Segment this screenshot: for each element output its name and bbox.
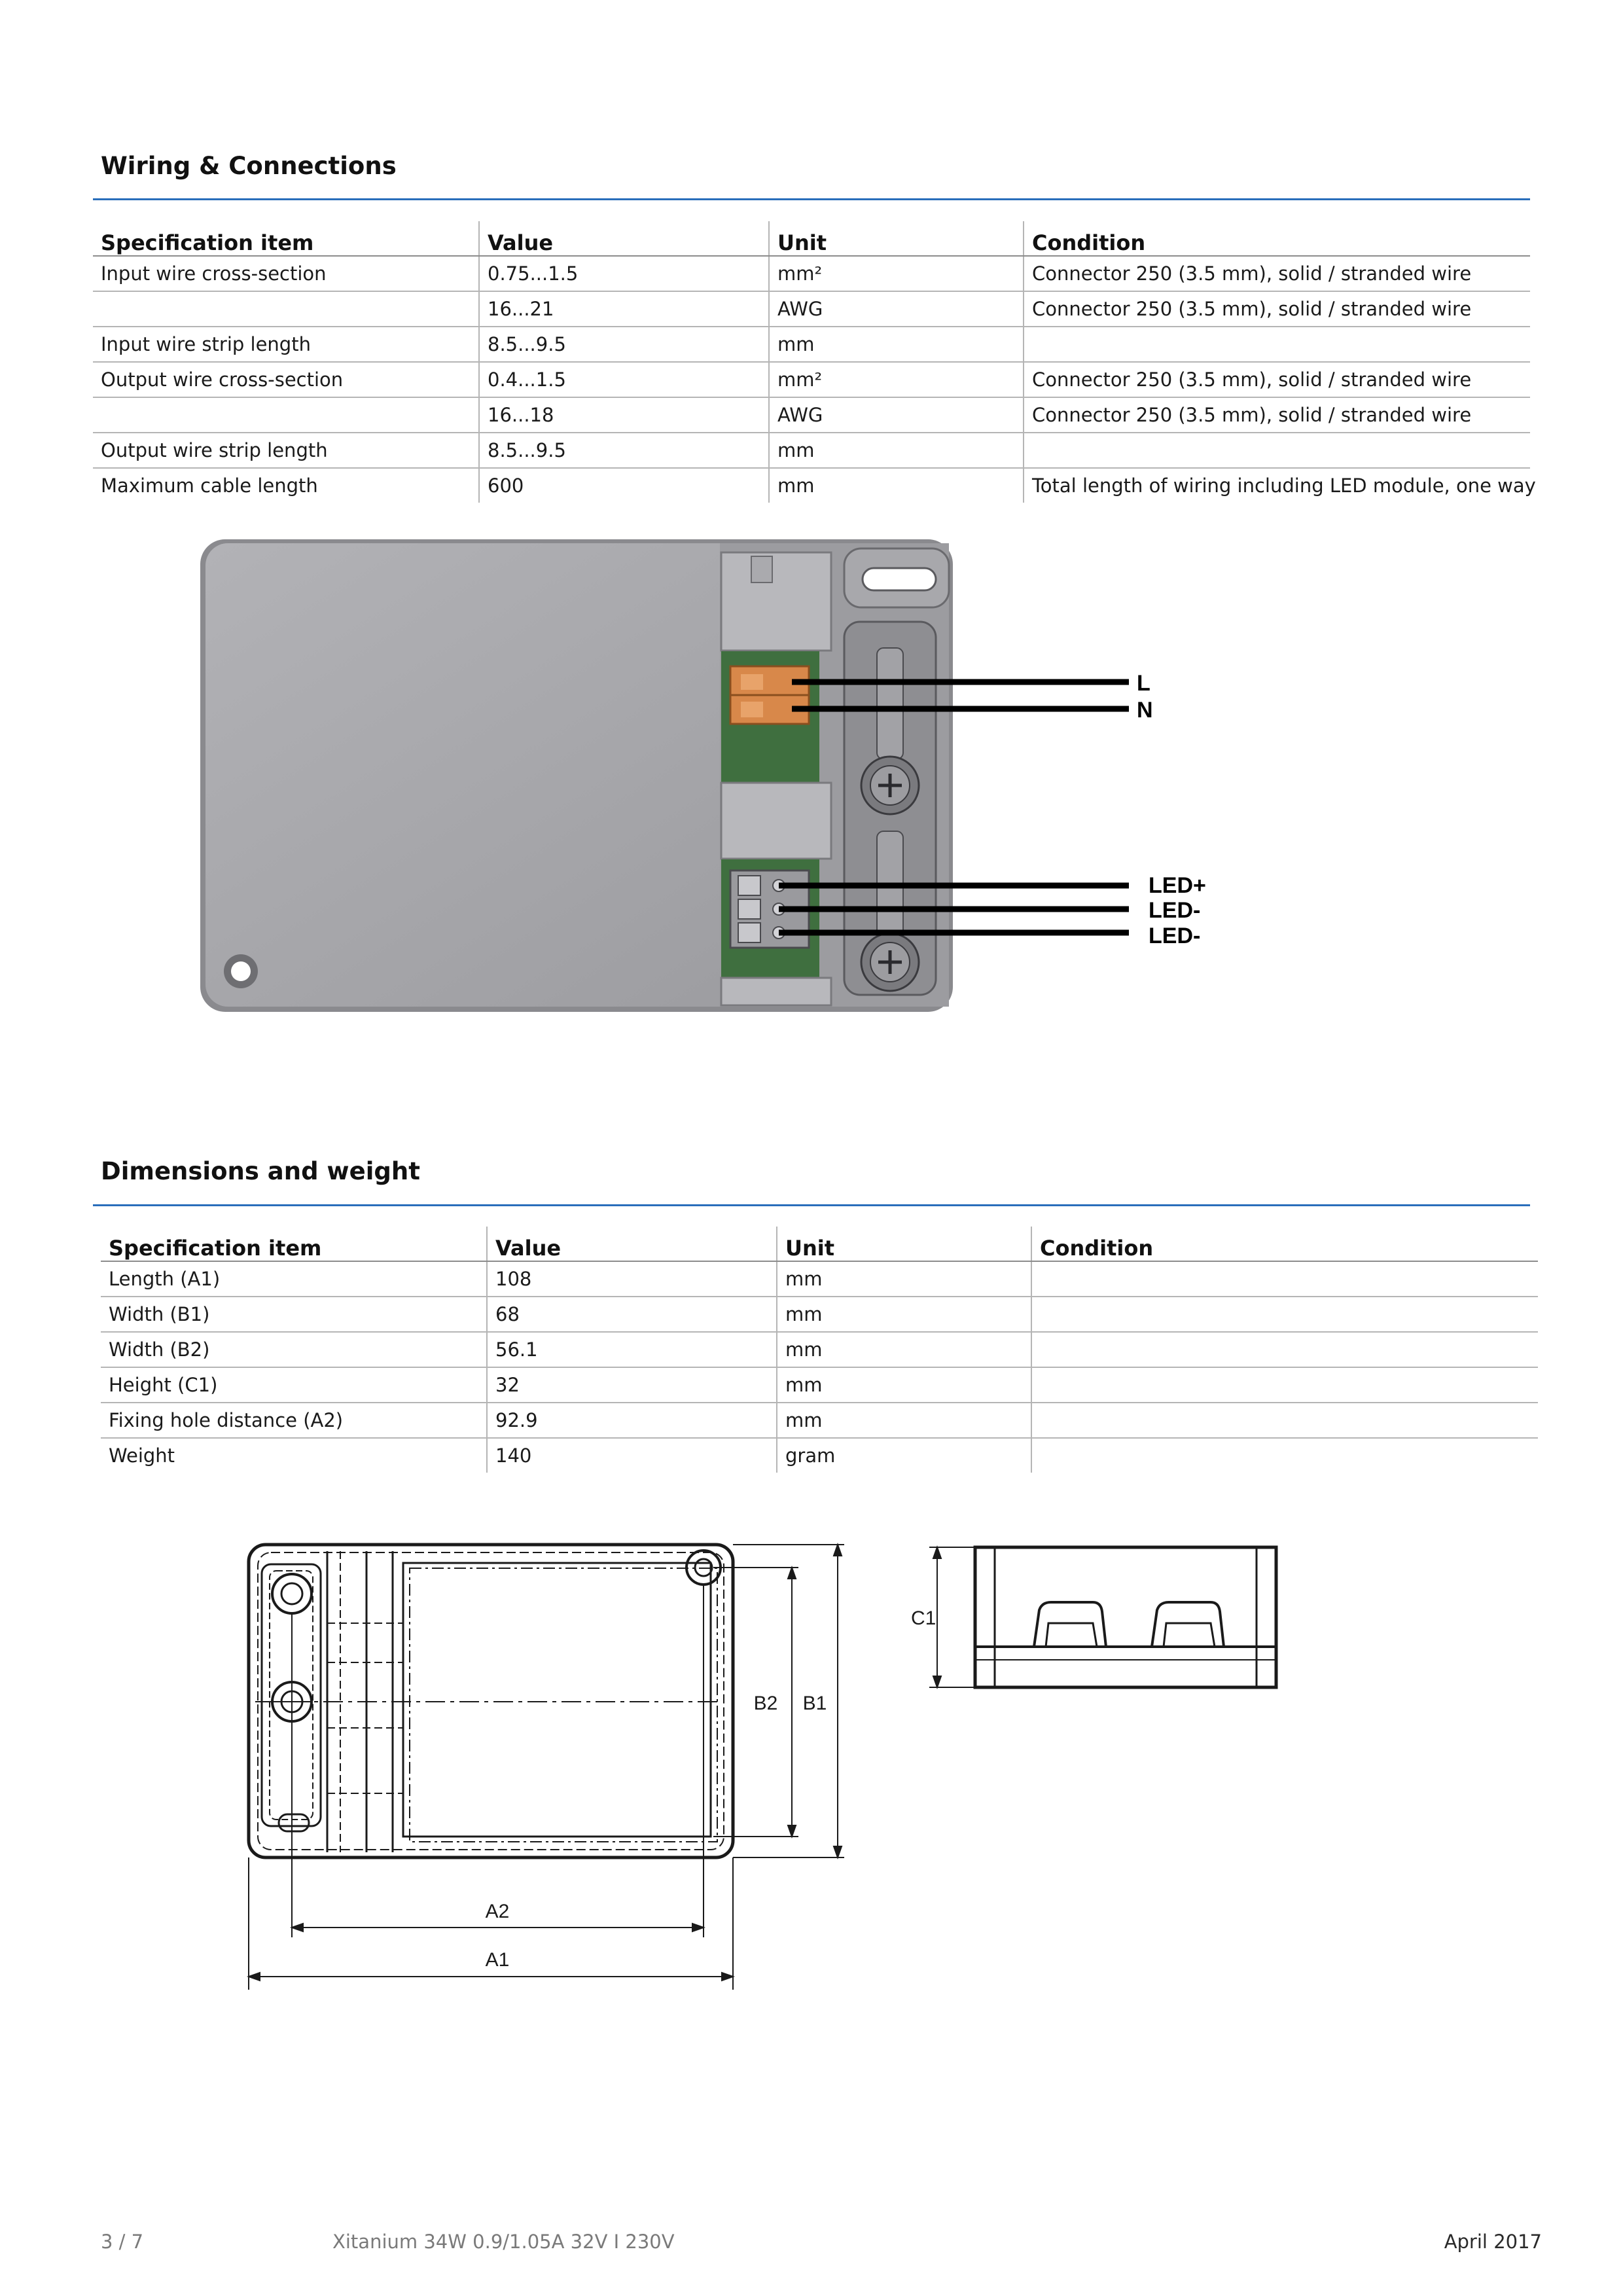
table-row [93,291,1530,327]
footer-date: April 2017 [1444,2231,1542,2253]
table-cell: mm [777,1332,1031,1367]
table-cell: 600 [479,468,769,503]
dimension-drawing-top-view [236,1532,890,2003]
table-cell: Fixing hole distance (A2) [101,1403,487,1438]
table-cell: mm [777,1261,1031,1297]
column-header: Value [479,221,769,256]
wire-label-led-minus-1: LED- [1149,897,1201,923]
dim-label-c1: C1 [911,1607,936,1629]
dimensions-spec-table [101,1227,1538,1473]
dim-label-a1: A1 [485,1949,510,1971]
table-cell: Connector 250 (3.5 mm), solid / stranded wire [1024,291,1530,327]
table-cell [1031,1261,1538,1297]
table-cell: Input wire strip length [93,327,479,362]
table-cell: Connector 250 (3.5 mm), solid / stranded wire [1024,397,1530,433]
upper-strain-relief-clip [877,648,903,759]
table-cell: mm² [769,256,1024,291]
table-cell: 140 [487,1438,777,1473]
table-cell: 56.1 [487,1332,777,1367]
table-cell [1031,1297,1538,1332]
table-cell: 68 [487,1297,777,1332]
table-cell: mm [777,1367,1031,1403]
column-header: Condition [1024,221,1530,256]
outline-side-housing [975,1547,1276,1687]
table-cell: Output wire cross-section [93,362,479,397]
table-cell: mm² [769,362,1024,397]
table-row [101,1438,1538,1473]
table-cell: Connector 250 (3.5 mm), solid / stranded wire [1024,256,1530,291]
table-cell: 108 [487,1261,777,1297]
column-header: Condition [1031,1227,1538,1261]
dim-label-a2: A2 [485,1901,510,1922]
wiring-spec-table [93,221,1536,503]
column-header: Specification item [101,1227,487,1261]
lower-screw [861,933,919,991]
column-header: Unit [777,1227,1031,1261]
table-cell [93,291,479,327]
table-cell [1024,433,1530,468]
table-row [93,256,1530,291]
table-cell: mm [769,327,1024,362]
table-cell: Width (B2) [101,1332,487,1367]
table-cell: 16...21 [479,291,769,327]
table-cell: AWG [769,397,1024,433]
table-cell: 92.9 [487,1403,777,1438]
table-row [101,1367,1538,1403]
input-lever-n [741,702,763,717]
table-row [101,1332,1538,1367]
table-header-row [93,221,1530,256]
table-cell: 8.5...9.5 [479,327,769,362]
dimension-drawing-side-view [897,1532,1302,1715]
dim-label-b2: B2 [753,1693,778,1714]
table-cell [1031,1403,1538,1438]
footer-page-number: 3 / 7 [101,2231,144,2253]
column-header: Specification item [93,221,479,256]
input-lever-l [741,674,763,690]
wire-label-n: N [1137,697,1153,723]
table-cell: AWG [769,291,1024,327]
driver-wiring-illustration [190,530,1211,1021]
table-cell [1031,1332,1538,1367]
column-header: Value [487,1227,777,1261]
table-cell: 0.75...1.5 [479,256,769,291]
table-cell: 32 [487,1367,777,1403]
lower-clamp-housing [721,978,831,1005]
table-cell [1031,1438,1538,1473]
table-cell: mm [769,468,1024,503]
wire-label-led-plus: LED+ [1149,872,1206,898]
table-cell: Width (B1) [101,1297,487,1332]
dimensions-section-rule [93,1204,1530,1206]
wire-label-led-minus-2: LED- [1149,923,1201,948]
wiring-section-rule [93,198,1530,200]
table-cell [93,397,479,433]
table-row [93,397,1530,433]
table-row [101,1403,1538,1438]
upper-clamp-notch [751,556,772,583]
table-row [93,362,1530,397]
dim-label-b1: B1 [802,1693,827,1714]
table-cell: 0.4...1.5 [479,362,769,397]
table-cell: mm [777,1297,1031,1332]
table-cell: Input wire cross-section [93,256,479,291]
table-cell: Weight [109,1444,175,1467]
table-row [101,1297,1538,1332]
wiring-section-title: Wiring & Connections [101,152,397,180]
table-cell: 8.5...9.5 [479,433,769,468]
table-cell: Output wire strip length [93,433,479,468]
wire-label-l: L [1137,670,1150,696]
table-row [93,433,1530,468]
table-cell: Height (C1) [101,1367,487,1403]
screw-top [272,1574,312,1613]
upper-clamp-housing [721,552,831,651]
table-row [93,468,1530,503]
upper-screw [861,757,919,814]
table-cell: 16...18 [479,397,769,433]
table-row [93,327,1530,362]
dimensions-section-title: Dimensions and weight [101,1157,420,1185]
table-cell: Length (A1) [101,1261,487,1297]
table-row [101,1261,1538,1297]
table-cell: Connector 250 (3.5 mm), solid / stranded wire [1024,362,1530,397]
table-cell: gram [777,1438,1031,1473]
table-cell: mm [769,433,1024,468]
mounting-hole [231,961,251,981]
table-header-row [101,1227,1538,1261]
table-cell [1031,1367,1538,1403]
table-cell [1024,327,1530,362]
middle-clamp-housing [721,783,831,859]
mounting-slot [863,568,936,590]
table-cell: mm [777,1403,1031,1438]
column-header: Unit [769,221,1024,256]
slot-bottom [279,1814,309,1831]
table-cell: Maximum cable length [101,475,318,497]
footer-product-name: Xitanium 34W 0.9/1.05A 32V I 230V [332,2231,675,2253]
table-cell: Total length of wiring including LED module, one way [1024,468,1530,503]
